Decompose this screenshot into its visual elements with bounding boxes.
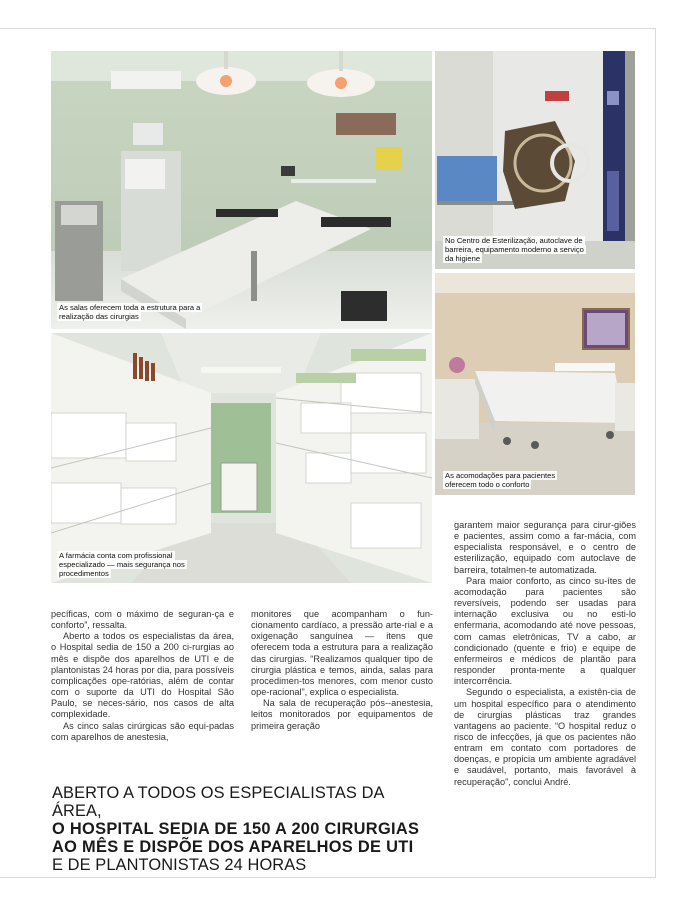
patient-room-photo	[435, 273, 635, 495]
paragraph: Para maior conforto, as cinco su-ítes de acomodação para pacientes são reversíveis, podendo ser usadas para internação exclusiva ou no esti-lo enfermaria, acomodando até nove pessoas, com camas eletrônicas, TV a cabo, ar condicionado (quente e frio) e equipe de enfermeiros e médicos de plantão para responder pronta-mente a qualquer intercorrência.	[454, 575, 636, 687]
paragraph: As cinco salas cirúrgicas são equi-padas com aparelhos de anestesia,	[51, 720, 234, 742]
paragraph: garantem maior segurança para cirur-giões e pacientes, assim como a far-mácia, com especialista responsável, e o centro de esterilização, equipado com autoclave de barreira, totalmen-te automatizada.	[454, 520, 636, 575]
paragraph: Na sala de recuperação pós--anestesia, leitos monitorados por equipamentos de primeira geração	[251, 698, 433, 731]
surgery-room-photo	[51, 51, 432, 329]
surgery-room-caption: As salas oferecem toda a estrutura para a realização das cirurgias	[59, 303, 201, 321]
paragraph: Aberto a todos os especialistas da área, o Hospital sedia de 150 a 200 ci-rurgias ao mês e dispõe dos aparelhos de UTI e de plantonistas 24 horas por dia, para possíveis complicações ope-ratórias, além de contar com o suporte da UTI do Hospital São Paulo, se neces-sário, nos casos de alta complexidade.	[51, 631, 234, 720]
text-column-left	[51, 609, 234, 743]
text-column-right	[454, 520, 636, 788]
pull-quote-line: O HOSPITAL SEDIA DE 150 A 200 CIRURGIAS	[52, 820, 420, 838]
sterilization-caption: No Centro de Esterilização, autoclave de barreira, equipamento moderno a serviço da higiene	[445, 236, 584, 263]
text-column-middle	[251, 609, 433, 732]
pharmacy-caption: A farmácia conta com profissional especializado — mais segurança nos procedimentos	[59, 551, 185, 578]
pull-quote-line: AO MÊS E DISPÕE DOS APARELHOS DE UTI	[52, 838, 414, 856]
patient-room-caption: As acomodações para pacientes oferecem todo o conforto	[445, 471, 556, 489]
paragraph: monitores que acompanham o fun-cionamento cardíaco, a pressão arte-rial e a oxigenação sanguínea — itens que oferecem toda a estrutura para a realização das cirurgias. “Realizamos qualquer tipo de cirurgia plástica e temos, ainda, salas para procedimen-tos menores, com menor custo ope-racional”, explica o especialista.	[251, 609, 433, 698]
pull-quote-line: ABERTO A TODOS OS ESPECIALISTAS DA ÁREA,	[52, 784, 384, 820]
pull-quote-line: E DE PLANTONISTAS 24 HORAS	[52, 856, 307, 874]
sterilization-photo	[435, 51, 635, 269]
pull-quote	[52, 784, 432, 874]
paragraph: Segundo o especialista, a existên-cia de um hospital específico para o atendimento de cirurgias plásticas traz grandes vantagens ao paciente. “O hospital reduz o risco de infecções, já que os pacientes não entram em contato com portadores de doenças, e propicia um ambiente agradável e saudável, portanto, mais favorável à recuperação”, conclui André.	[454, 687, 636, 787]
paragraph: pecíficas, com o máximo de seguran-ça e conforto”, ressalta.	[51, 609, 234, 631]
pharmacy-photo	[51, 333, 432, 583]
